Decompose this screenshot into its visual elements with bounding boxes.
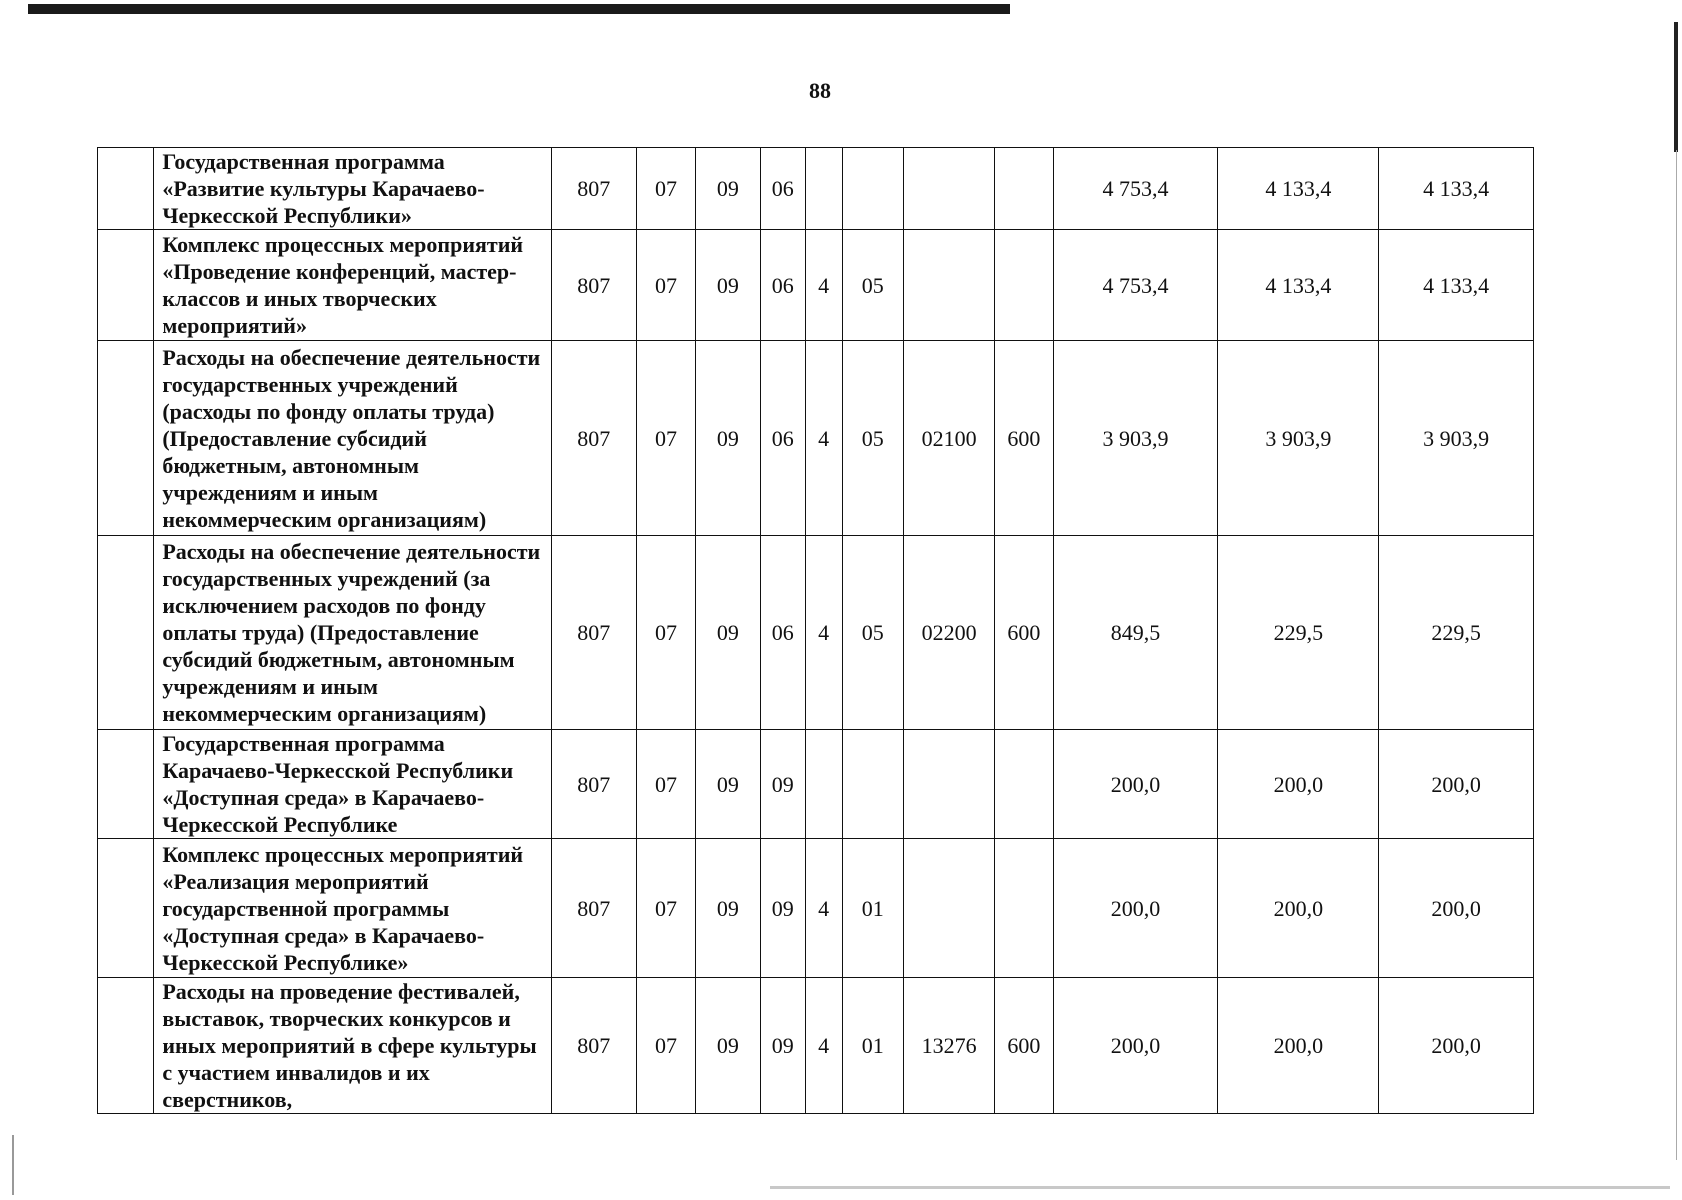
cell-sub: 01 — [842, 978, 903, 1114]
row-number-cell — [98, 230, 154, 341]
cell-rz: 07 — [636, 536, 695, 730]
cell-type: 4 — [805, 230, 842, 341]
row-number-cell — [98, 536, 154, 730]
cell-prog: 06 — [760, 341, 805, 536]
cell-ved: 807 — [551, 341, 636, 536]
cell-sub — [842, 730, 903, 839]
cell-rz: 07 — [636, 230, 695, 341]
cell-vr — [995, 148, 1053, 230]
cell-vr: 600 — [995, 341, 1053, 536]
cell-amount-year1: 4 753,4 — [1053, 230, 1218, 341]
row-number-cell — [98, 978, 154, 1114]
cell-ved: 807 — [551, 536, 636, 730]
scan-edge-right — [1674, 22, 1678, 152]
cell-amount-year2: 3 903,9 — [1218, 341, 1379, 536]
table-row — [98, 148, 1534, 230]
cell-prog: 06 — [760, 536, 805, 730]
cell-ved: 807 — [551, 230, 636, 341]
cell-prog: 09 — [760, 978, 805, 1114]
row-number-cell — [98, 730, 154, 839]
cell-rz: 07 — [636, 839, 695, 978]
table-row — [98, 536, 1534, 730]
cell-pr: 09 — [696, 730, 761, 839]
cell-rz: 07 — [636, 730, 695, 839]
cell-pr: 09 — [696, 148, 761, 230]
cell-dir — [904, 839, 995, 978]
table-row — [98, 730, 1534, 839]
cell-amount-year3: 229,5 — [1379, 536, 1534, 730]
cell-amount-year3: 4 133,4 — [1379, 148, 1534, 230]
row-name: Государственная программа Карачаево-Черкесской Республики «Доступная среда» в Карачаево-Черкесской Республике — [154, 730, 551, 839]
cell-sub — [842, 148, 903, 230]
cell-pr: 09 — [696, 536, 761, 730]
page-number: 88 — [809, 78, 831, 103]
cell-amount-year2: 4 133,4 — [1218, 230, 1379, 341]
cell-amount-year2: 200,0 — [1218, 978, 1379, 1114]
cell-pr: 09 — [696, 839, 761, 978]
scan-line-left — [12, 1135, 14, 1195]
cell-amount-year1: 849,5 — [1053, 536, 1218, 730]
cell-amount-year1: 3 903,9 — [1053, 341, 1218, 536]
cell-amount-year1: 200,0 — [1053, 730, 1218, 839]
row-number-cell — [98, 148, 154, 230]
cell-dir: 13276 — [904, 978, 995, 1114]
cell-amount-year3: 4 133,4 — [1379, 230, 1534, 341]
cell-ved: 807 — [551, 730, 636, 839]
cell-amount-year2: 4 133,4 — [1218, 148, 1379, 230]
row-name: Государственная программа «Развитие культуры Карачаево-Черкесской Республики» — [154, 148, 551, 230]
row-name: Расходы на обеспечение деятельности государственных учреждений (расходы по фонду оплаты труда) (Предоставление субсидий бюджетным, автономным учреждениям и иным некоммерческим организациям) — [154, 341, 551, 536]
row-name: Комплекс процессных мероприятий «Реализация мероприятий государственной программы «Доступная среда» в Карачаево-Черкесской Республике» — [154, 839, 551, 978]
cell-amount-year2: 200,0 — [1218, 839, 1379, 978]
table-row — [98, 978, 1534, 1114]
cell-amount-year3: 200,0 — [1379, 839, 1534, 978]
cell-prog: 09 — [760, 730, 805, 839]
cell-dir — [904, 230, 995, 341]
cell-sub: 01 — [842, 839, 903, 978]
cell-vr — [995, 230, 1053, 341]
cell-amount-year2: 200,0 — [1218, 730, 1379, 839]
cell-type: 4 — [805, 839, 842, 978]
cell-vr: 600 — [995, 536, 1053, 730]
cell-vr — [995, 839, 1053, 978]
cell-pr: 09 — [696, 230, 761, 341]
cell-ved: 807 — [551, 978, 636, 1114]
cell-dir — [904, 730, 995, 839]
cell-amount-year3: 200,0 — [1379, 978, 1534, 1114]
cell-dir — [904, 148, 995, 230]
row-name: Комплекс процессных мероприятий «Проведение конференций, мастер-классов и иных творческих мероприятий» — [154, 230, 551, 341]
cell-amount-year2: 229,5 — [1218, 536, 1379, 730]
cell-type: 4 — [805, 536, 842, 730]
cell-pr: 09 — [696, 341, 761, 536]
cell-dir: 02100 — [904, 341, 995, 536]
cell-prog: 09 — [760, 839, 805, 978]
cell-amount-year3: 3 903,9 — [1379, 341, 1534, 536]
cell-type — [805, 148, 842, 230]
budget-table — [97, 147, 1534, 1114]
cell-amount-year1: 200,0 — [1053, 978, 1218, 1114]
scan-edge-top — [28, 4, 1010, 14]
cell-dir: 02200 — [904, 536, 995, 730]
table-row — [98, 839, 1534, 978]
cell-ved: 807 — [551, 148, 636, 230]
cell-sub: 05 — [842, 341, 903, 536]
cell-type: 4 — [805, 978, 842, 1114]
row-number-cell — [98, 341, 154, 536]
cell-amount-year1: 4 753,4 — [1053, 148, 1218, 230]
cell-rz: 07 — [636, 341, 695, 536]
cell-rz: 07 — [636, 978, 695, 1114]
row-name: Расходы на проведение фестивалей, выставок, творческих конкурсов и иных мероприятий в сфере культуры с участием инвалидов и их сверстников, — [154, 978, 551, 1114]
scan-line-right — [1676, 150, 1677, 1160]
row-number-cell — [98, 839, 154, 978]
cell-sub: 05 — [842, 536, 903, 730]
row-name: Расходы на обеспечение деятельности государственных учреждений (за исключением расходов по фонду оплаты труда) (Предоставление субсидий бюджетным, автономным учреждениям и иным некоммерческим организациям) — [154, 536, 551, 730]
cell-ved: 807 — [551, 839, 636, 978]
cell-type — [805, 730, 842, 839]
cell-rz: 07 — [636, 148, 695, 230]
table-row — [98, 230, 1534, 341]
cell-prog: 06 — [760, 148, 805, 230]
cell-amount-year3: 200,0 — [1379, 730, 1534, 839]
cell-pr: 09 — [696, 978, 761, 1114]
cell-type: 4 — [805, 341, 842, 536]
table-row — [98, 341, 1534, 536]
cell-vr: 600 — [995, 978, 1053, 1114]
cell-sub: 05 — [842, 230, 903, 341]
cell-prog: 06 — [760, 230, 805, 341]
scan-line-bottom — [770, 1186, 1670, 1189]
cell-amount-year1: 200,0 — [1053, 839, 1218, 978]
cell-vr — [995, 730, 1053, 839]
